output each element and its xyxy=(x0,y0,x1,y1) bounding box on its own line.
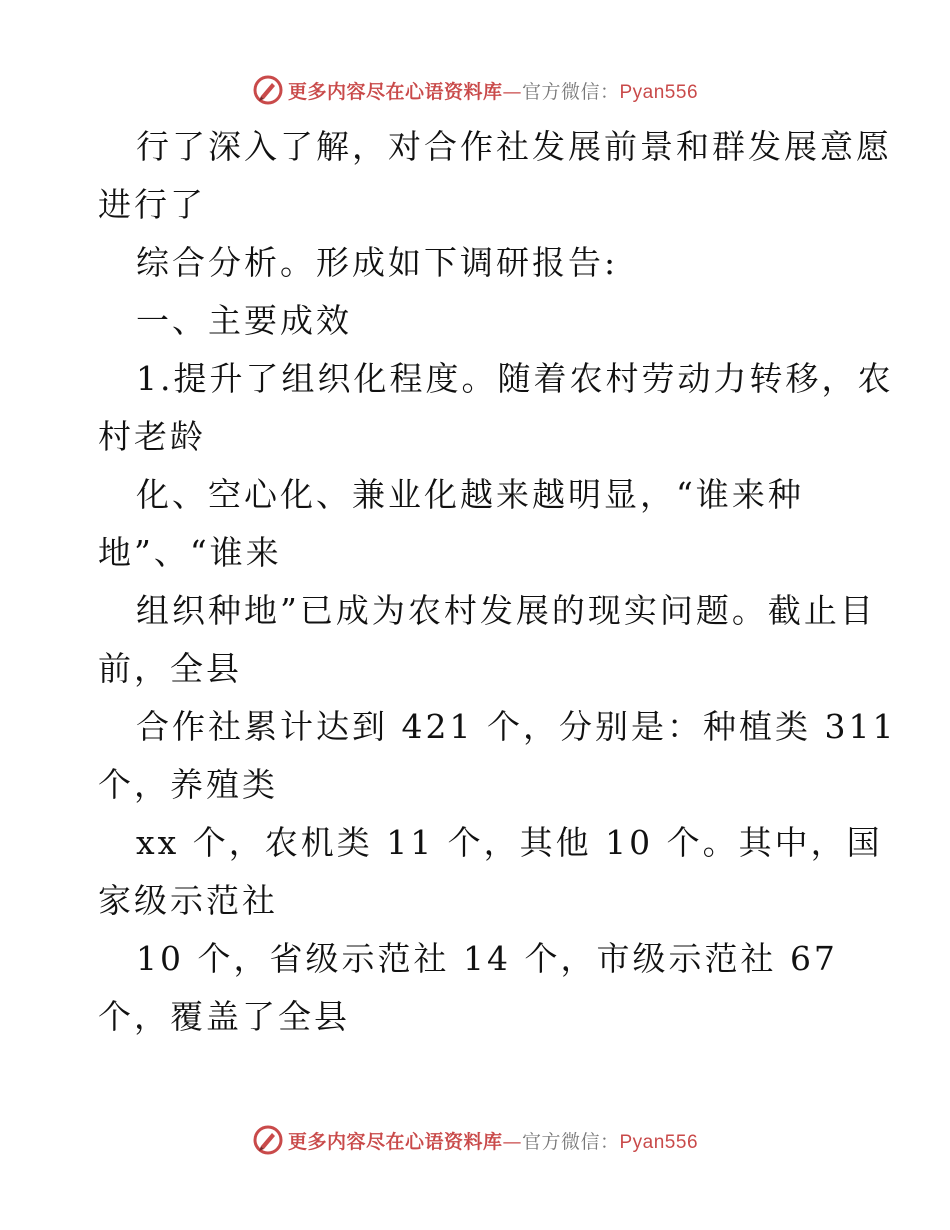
text-line: 综合分析。形成如下调研报告: xyxy=(136,243,619,282)
text-line: 行了深入了解，对合作社发展前景和群发展意愿 xyxy=(136,127,892,166)
section-heading: 一、主要成效 xyxy=(136,301,352,340)
header-watermark xyxy=(0,70,950,110)
watermark-account: Pyan556 xyxy=(619,1131,699,1153)
text-line: 个，养殖类 xyxy=(98,765,278,804)
watermark-dash: — xyxy=(502,80,522,103)
text-line: 组织种地”已成为农村发展的现实问题。截止目 xyxy=(136,591,876,630)
watermark-brand: 更多内容尽在心语资料库 xyxy=(287,1130,503,1153)
text-line: 家级示范社 xyxy=(98,881,278,920)
text-line: 合作社累计达到 421 个，分别是：种植类 311 xyxy=(136,707,897,746)
footer-watermark xyxy=(0,1120,950,1160)
watermark-account: Pyan556 xyxy=(619,81,699,103)
text-line: 村老龄 xyxy=(98,417,206,456)
watermark-label: 官方微信： xyxy=(521,1130,620,1153)
pen-logo-icon xyxy=(252,74,284,106)
watermark-label: 官方微信： xyxy=(521,80,620,103)
text-line: xx 个，农机类 11 个，其他 10 个。其中，国 xyxy=(136,823,883,862)
text-line: 个，覆盖了全县 xyxy=(98,997,350,1036)
text-line: 进行了 xyxy=(98,185,206,224)
watermark-brand: 更多内容尽在心语资料库 xyxy=(287,80,503,103)
watermark-dash: — xyxy=(502,1130,522,1153)
text-line: 10 个，省级示范社 14 个，市级示范社 67 xyxy=(136,939,838,978)
text-line: 地”、“谁来 xyxy=(98,533,282,572)
body-text xyxy=(0,118,950,1046)
text-line: 前，全县 xyxy=(98,649,242,688)
watermark-text xyxy=(288,1127,698,1154)
text-line: 化、空心化、兼业化越来越明显，“谁来种 xyxy=(136,475,804,514)
pen-logo-icon xyxy=(252,1124,284,1156)
text-line: 1.提升了组织化程度。随着农村劳动力转移，农 xyxy=(136,359,894,398)
watermark-text xyxy=(288,77,698,104)
